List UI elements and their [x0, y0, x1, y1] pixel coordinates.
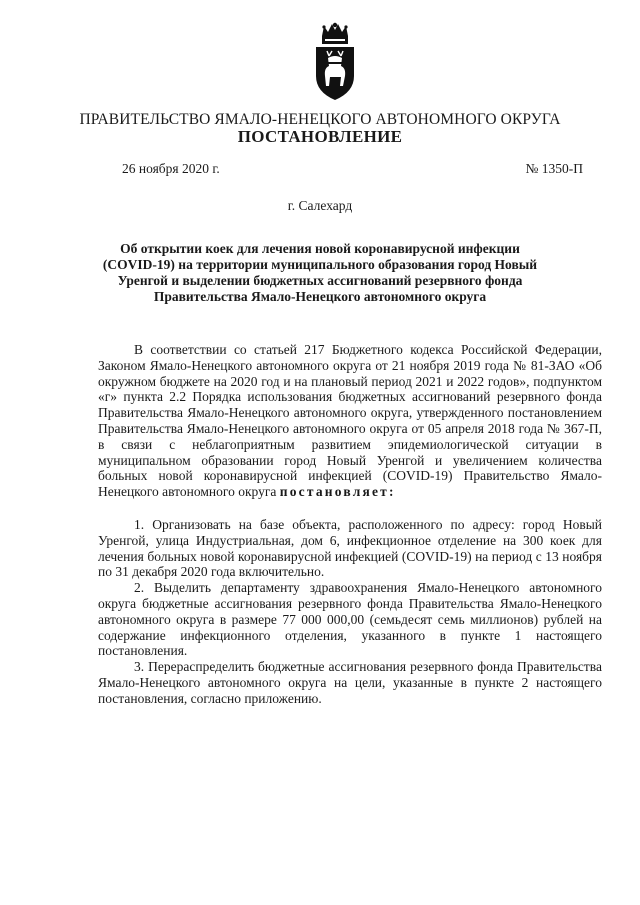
resolves-word: постановляет: [279, 484, 396, 500]
item-2: 2. Выделить департаменту здравоохранения Ямало-Ненецкого автономного округа бюджетные ассигнования резервного фонда Правительства Ямало-Ненецкого автономного округа в размере 77 000 000,00 (семьдесят семь миллионов) рублей на содержание инфекционного отделения, указанного в пункте 1 настоящего постановления. [98, 580, 602, 659]
document-type: ПОСТАНОВЛЕНИЕ [237, 127, 403, 146]
preamble-text: В соответствии со статьей 217 Бюджетного кодекса Российской Федерации, Законом Ямало-Ненецкого автономного округа от 21 ноября 2019 года № 81-ЗАО «Об окружном бюджете на 2020 год и на плановый период 2021 и 2022 годов», подпунктом «г» пункта 2.2 Порядка использования бюджетных ассигнований резервного фонда Правительства Ямало-Ненецкого автономного округа, утвержденного постановлением Правительства Ямало-Ненецкого автономного округа от 05 апреля 2018 года № 367-П, в связи с неблагоприятным развитием эпидемиологической ситуации в муниципальном образовании город Новый Уренгой и увеличением количества больных новой коронавирусной инфекцией (COVID-19) Правительство Ямало-Ненецкого автономного округа [98, 342, 602, 500]
document-number: № 1350-П [525, 161, 583, 176]
item-1: 1. Организовать на базе объекта, расположенного по адресу: город Новый Уренгой, улица Индустриальная, дом 6, инфекционное отделение на 300 коек для лечения больных новой коронавирусной инфекцией (COVID-19) на период с 13 ноября по 31 декабря 2020 года включительно. [98, 516, 602, 580]
coat-of-arms-icon [313, 22, 357, 102]
government-name: ПРАВИТЕЛЬСТВО ЯМАЛО-НЕНЕЦКОГО АВТОНОМНОГО ОКРУГА [79, 111, 561, 128]
item-3: 3. Перераспределить бюджетные ассигнования резервного фонда Правительства Ямало-Ненецкого автономного округа на цели, указанные в пункте 2 настоящего постановления, согласно приложению. [98, 659, 602, 706]
document-city: г. Салехард [287, 198, 353, 213]
document-date: 26 ноября 2020 г. [122, 161, 220, 176]
preamble-paragraph [98, 342, 602, 500]
document-title: Об открытии коек для лечения новой коронавирусной инфекции (COVID-19) на территории муниципального образования город Новый Уренгой и выделении бюджетных ассигнований резервного фонда Правительства Ямало-Ненецкого автономного округа [102, 241, 538, 304]
document-body [98, 342, 602, 707]
